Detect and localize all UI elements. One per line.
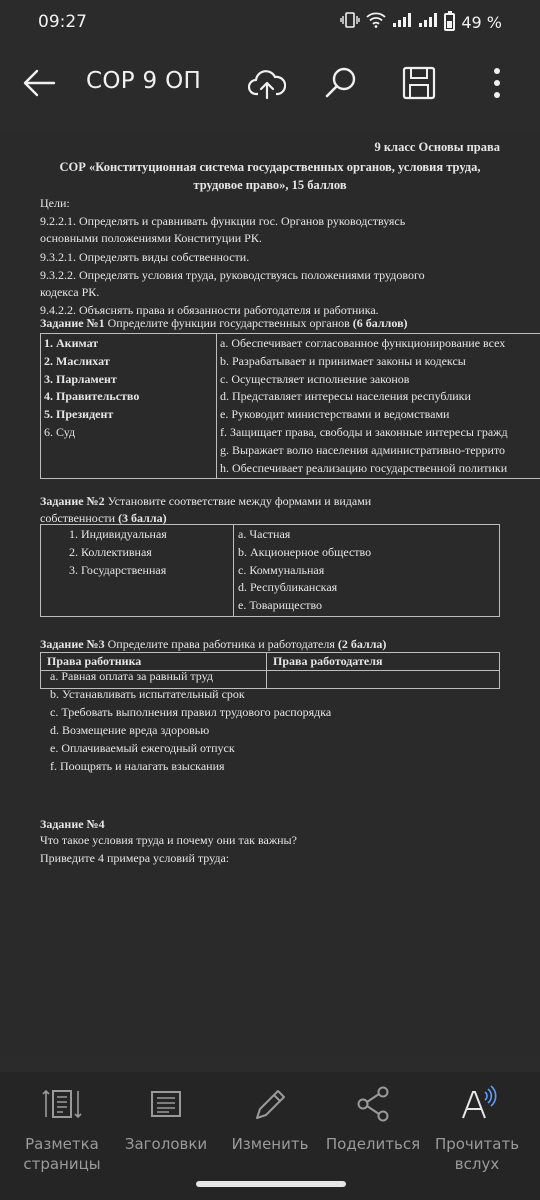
task2-table — [40, 524, 500, 617]
task4-question-2: Приведите 4 примера условий труда: — [40, 851, 230, 865]
goal-line: 9.4.2.2. Объяснять права и обязанности работодателя и работника. — [40, 303, 379, 317]
share-label: Поделиться — [325, 1135, 421, 1153]
task1-organ: 2. Маслихат — [44, 353, 110, 368]
edit-label: Изменить — [231, 1135, 309, 1153]
task1-function: e. Руководит министерствами и ведомствами — [220, 407, 450, 422]
status-icons — [340, 12, 502, 32]
task1-function: h. Обеспечивает реализацию государственной политики — [220, 460, 508, 475]
task1-organ: 1. Акимат — [44, 336, 99, 350]
headings-button[interactable] — [116, 1072, 216, 1154]
document-title: СОР 9 ОП — [86, 68, 202, 94]
app-bar — [0, 48, 540, 120]
task2-right-column — [234, 525, 500, 617]
task2-points: (3 балла) — [118, 511, 167, 525]
task1-left-column — [41, 334, 217, 479]
doc-header-title-line1: СОР «Конституционная система государственных органов, условия труда, — [59, 160, 481, 174]
task2-type: e. Товарищество — [238, 598, 323, 613]
goal-line: 9.3.2.2. Определять условия труда, руководствуясь положениями трудового — [40, 268, 425, 282]
read-aloud-label-line2: вслух — [454, 1155, 500, 1173]
task4-question-1: Что такое условия труда и почему они так важны? — [40, 833, 297, 847]
wifi-icon — [366, 12, 386, 32]
task1-function: g. Выражает волю населения административно-террито — [220, 442, 506, 457]
task2-type: b. Акционерное общество — [238, 544, 372, 559]
doc-header-title-line2: трудовое право», 15 баллов — [193, 178, 347, 192]
task3-cell-employer[interactable] — [267, 671, 500, 689]
more-options-icon[interactable] — [486, 64, 508, 102]
task3-option: a. Равная оплата за равный труд — [50, 669, 213, 683]
task3-option: c. Требовать выполнения правил трудового распорядка — [50, 705, 332, 719]
task1-organ: 5. Президент — [44, 407, 114, 422]
task2-left-column — [41, 525, 234, 617]
read-aloud-label — [427, 1134, 527, 1174]
goal-line: 9.3.2.1. Определять виды собственности. — [40, 250, 250, 264]
back-arrow-icon[interactable] — [22, 68, 56, 98]
share-icon — [351, 1082, 395, 1126]
task3-text: Определите права работника и работодателя — [104, 637, 338, 651]
task1-function: f. Защищает права, свободы и законные интересы гражд — [220, 424, 508, 439]
task3-col-employee: Права работника — [41, 653, 267, 671]
task1-organ: 6. Суд — [44, 424, 76, 439]
battery-level: 49 % — [461, 12, 502, 32]
pencil-icon — [248, 1082, 292, 1126]
page-layout-button[interactable] — [12, 1072, 112, 1174]
document-page[interactable] — [0, 130, 540, 1055]
home-indicator[interactable] — [196, 1181, 346, 1187]
read-aloud-button[interactable] — [427, 1072, 527, 1174]
task3-heading — [40, 637, 386, 652]
task3-option: f. Поощрять и налагать взыскания — [50, 759, 225, 773]
task2-type: c. Коммунальная — [238, 562, 325, 577]
page-layout-label-line1: Разметка — [25, 1135, 99, 1153]
task3-col-employer: Права работодателя — [267, 653, 500, 671]
task2-type: d. Республиканская — [238, 580, 338, 595]
task1-function: b. Разрабатывает и принимает законы и кодексы — [220, 353, 466, 368]
goal-line: 9.2.2.1. Определять и сравнивать функции гос. Органов руководствуясь — [40, 214, 406, 228]
task1-function: a. Обеспечивает согласованное функционирование всех — [220, 336, 506, 350]
task3-option: e. Оплачиваемый ежегодный отпуск — [50, 741, 235, 755]
task4-label: Задание №4 — [40, 817, 105, 831]
search-icon[interactable] — [322, 64, 360, 102]
task1-organ: 4. Правительство — [44, 389, 140, 404]
edit-button[interactable] — [220, 1072, 320, 1154]
page-layout-label-line2: страницы — [23, 1155, 101, 1173]
signal-icon-2 — [418, 12, 438, 32]
status-time: 09:27 — [38, 12, 87, 32]
task2-form: 2. Коллективная — [69, 544, 152, 559]
task3-option: b. Устанавливать испытательный срок — [50, 687, 245, 701]
task1-right-column — [217, 334, 540, 479]
doc-header-title — [40, 158, 500, 194]
read-aloud-label-line1: Прочитать — [434, 1135, 520, 1153]
read-aloud-icon — [455, 1082, 499, 1126]
share-button[interactable] — [323, 1072, 423, 1154]
headings-label: Заголовки — [124, 1135, 208, 1153]
save-icon[interactable] — [400, 64, 438, 102]
cloud-upload-icon[interactable] — [248, 64, 286, 102]
task3-option: d. Возмещение вреда здоровью — [50, 723, 210, 737]
battery-icon — [444, 13, 455, 31]
task1-heading — [40, 316, 408, 331]
task1-organ: 3. Парламент — [44, 371, 117, 386]
status-bar — [0, 0, 540, 48]
headings-icon — [144, 1082, 188, 1126]
task1-function: d. Представляет интересы населения республики — [220, 389, 471, 404]
task2-form: 1. Индивидуальная — [69, 527, 167, 541]
vibrate-icon — [340, 12, 360, 32]
task3-label: Задание №3 — [40, 637, 105, 651]
task2-form: 3. Государственная — [69, 562, 167, 577]
doc-header-grade: 9 класс Основы права — [374, 140, 500, 154]
task1-text: Определите функции государственных органов — [104, 316, 353, 330]
task1-points: (6 баллов) — [352, 316, 408, 330]
task2-type: a. Частная — [238, 527, 291, 541]
signal-icon — [392, 12, 412, 32]
task1-function: c. Осуществляет исполнение законов — [220, 371, 410, 386]
task2-label: Задание №2 — [40, 494, 105, 508]
task1-table — [40, 333, 540, 479]
goal-line: кодекса РК. — [40, 285, 100, 299]
task2-text-2: собственности — [40, 511, 119, 525]
task3-points: (2 балла) — [337, 637, 387, 651]
task1-label: Задание №1 — [40, 316, 105, 330]
task2-text: Установите соответствие между формами и видами — [104, 494, 372, 508]
goals-title: Цели: — [40, 196, 70, 210]
task2-heading-line1 — [40, 494, 371, 509]
page-layout-icon — [40, 1082, 84, 1126]
goal-line: основными положениями Конституции РК. — [40, 231, 262, 245]
page-layout-label — [12, 1134, 112, 1174]
